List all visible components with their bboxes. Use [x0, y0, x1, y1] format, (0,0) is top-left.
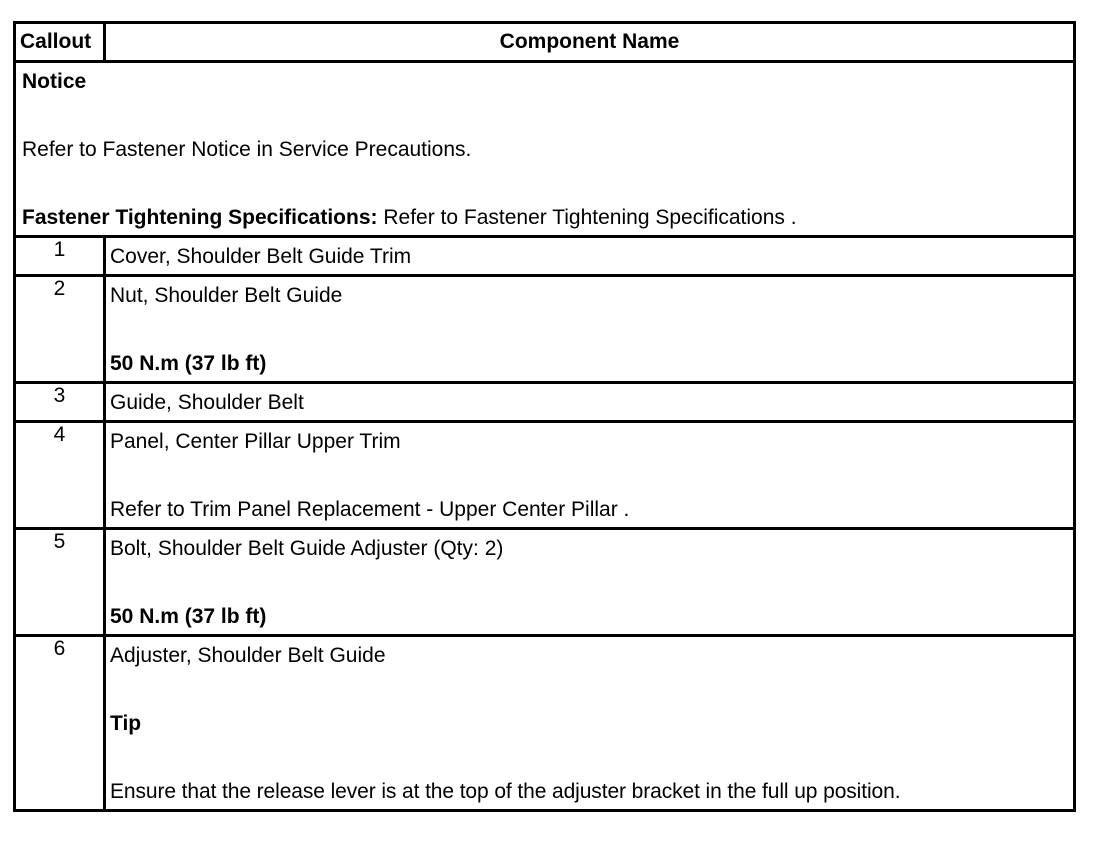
- component-name: Bolt, Shoulder Belt Guide Adjuster (Qty: 2): [110, 537, 504, 560]
- component-name-cell: [105, 422, 1075, 529]
- table-row: [15, 636, 1075, 811]
- table-row: [15, 237, 1075, 276]
- notice-text: Refer to Fastener Notice in Service Precautions.: [22, 138, 472, 161]
- callout-number: 4: [15, 422, 105, 529]
- component-name: Panel, Center Pillar Upper Trim: [110, 430, 401, 453]
- component-table: [13, 21, 1076, 812]
- tip-label: Tip: [110, 712, 142, 735]
- torque-spec: 50 N.m (37 lb ft): [110, 605, 267, 628]
- notice-title: Notice: [22, 70, 87, 93]
- component-name-cell: [105, 529, 1075, 636]
- component-name: Adjuster, Shoulder Belt Guide: [110, 644, 386, 667]
- notice-row: [15, 62, 1075, 237]
- callout-number: 2: [15, 276, 105, 383]
- component-name: Nut, Shoulder Belt Guide: [110, 284, 343, 307]
- component-name-cell: [105, 276, 1075, 383]
- component-name: Guide, Shoulder Belt: [110, 391, 304, 414]
- callout-number: 6: [15, 636, 105, 811]
- notice-cell: [15, 62, 1075, 237]
- torque-spec: 50 N.m (37 lb ft): [110, 352, 267, 375]
- fastener-spec-text: Refer to Fastener Tightening Specifications .: [377, 206, 797, 229]
- fastener-spec-label: Fastener Tightening Specifications:: [22, 206, 378, 229]
- table-row: [15, 383, 1075, 422]
- component-name: Cover, Shoulder Belt Guide Trim: [110, 245, 412, 268]
- callout-number: 1: [15, 237, 105, 276]
- callout-column-header: Callout: [15, 23, 105, 62]
- callout-number: 5: [15, 529, 105, 636]
- table-row: [15, 529, 1075, 636]
- table-row: [15, 422, 1075, 529]
- fastener-spec-line: [22, 206, 1069, 230]
- component-name-cell: [105, 636, 1075, 811]
- component-name-column-header: Component Name: [105, 23, 1075, 62]
- reference-link[interactable]: Refer to Trim Panel Replacement - Upper Center Pillar .: [110, 498, 630, 521]
- component-name-cell: [105, 237, 1075, 276]
- component-name-cell: [105, 383, 1075, 422]
- callout-number: 3: [15, 383, 105, 422]
- table-header-row: [15, 23, 1075, 62]
- table-row: [15, 276, 1075, 383]
- tip-text: Ensure that the release lever is at the top of the adjuster bracket in the full up position.: [110, 780, 901, 803]
